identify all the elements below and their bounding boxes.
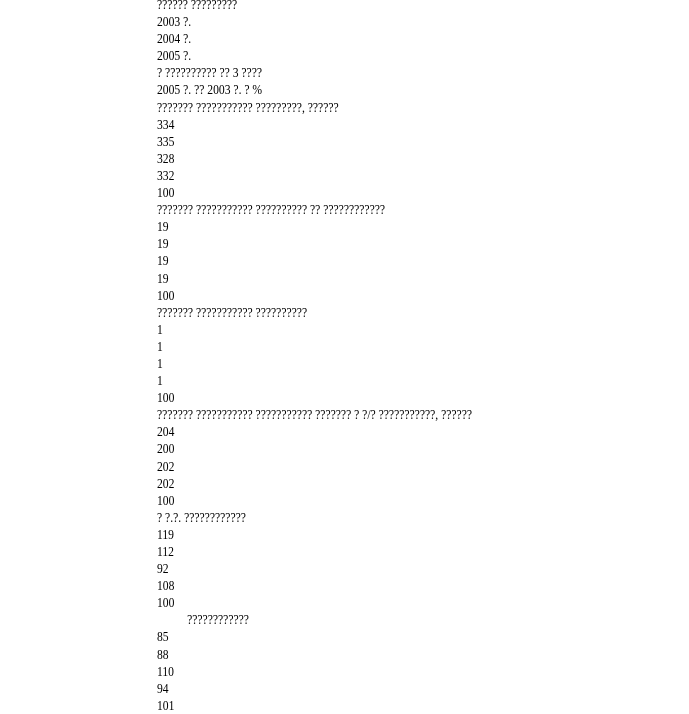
text-line: ??????? ??????????? ??????????? ??????? ? ?/? ???????????, ?????? <box>157 407 473 423</box>
text-line: 101 <box>157 697 175 713</box>
text-line: 88 <box>157 646 169 662</box>
text-line: 92 <box>157 561 169 577</box>
text-line: ??????? ??????????? ?????????? ?? ???????????? <box>157 202 386 218</box>
text-line: 108 <box>157 578 175 594</box>
text-line: 112 <box>157 544 174 559</box>
text-line: 19 <box>157 219 169 235</box>
text-line: 1 <box>157 338 163 354</box>
text-line: 200 <box>157 441 175 457</box>
text-line: 94 <box>157 680 169 696</box>
text-line: 19 <box>157 236 169 252</box>
document-body <box>157 0 677 714</box>
text-line: 19 <box>157 270 169 286</box>
text-line: 19 <box>157 253 169 269</box>
text-line: 2005 ?. <box>157 48 192 64</box>
text-line: 110 <box>157 663 174 679</box>
text-line: ? ?.?. ???????????? <box>157 509 246 525</box>
text-line: 328 <box>157 150 175 166</box>
text-line: ??????? ??????????? ?????????? <box>157 304 308 320</box>
text-line: 204 <box>157 424 175 440</box>
text-line: 2005 ?. ?? 2003 ?. ? % <box>157 82 263 98</box>
text-line: 1 <box>157 321 163 337</box>
text-line: 100 <box>157 492 175 508</box>
text-line: 332 <box>157 167 175 183</box>
text-line: 1 <box>157 373 163 389</box>
text-line: 119 <box>157 526 174 542</box>
text-line: 202 <box>157 458 175 474</box>
text-line: 202 <box>157 475 175 491</box>
text-line: 2003 ?. <box>157 14 192 30</box>
text-line: 100 <box>157 595 175 611</box>
text-line: 100 <box>157 390 175 406</box>
text-line: ? ?????????? ?? 3 ???? <box>157 65 263 81</box>
text-line: 100 <box>157 287 175 303</box>
text-line: 85 <box>157 629 169 645</box>
text-line: ???????????? <box>187 612 249 628</box>
text-line: ??????? ??????????? ?????????, ?????? <box>157 99 339 115</box>
text-line: 334 <box>157 116 175 132</box>
text-line: 335 <box>157 133 175 149</box>
text-line: 1 <box>157 355 163 371</box>
text-line: ?????? ????????? <box>157 0 238 12</box>
text-line: 100 <box>157 185 175 201</box>
text-line: 2004 ?. <box>157 31 192 47</box>
